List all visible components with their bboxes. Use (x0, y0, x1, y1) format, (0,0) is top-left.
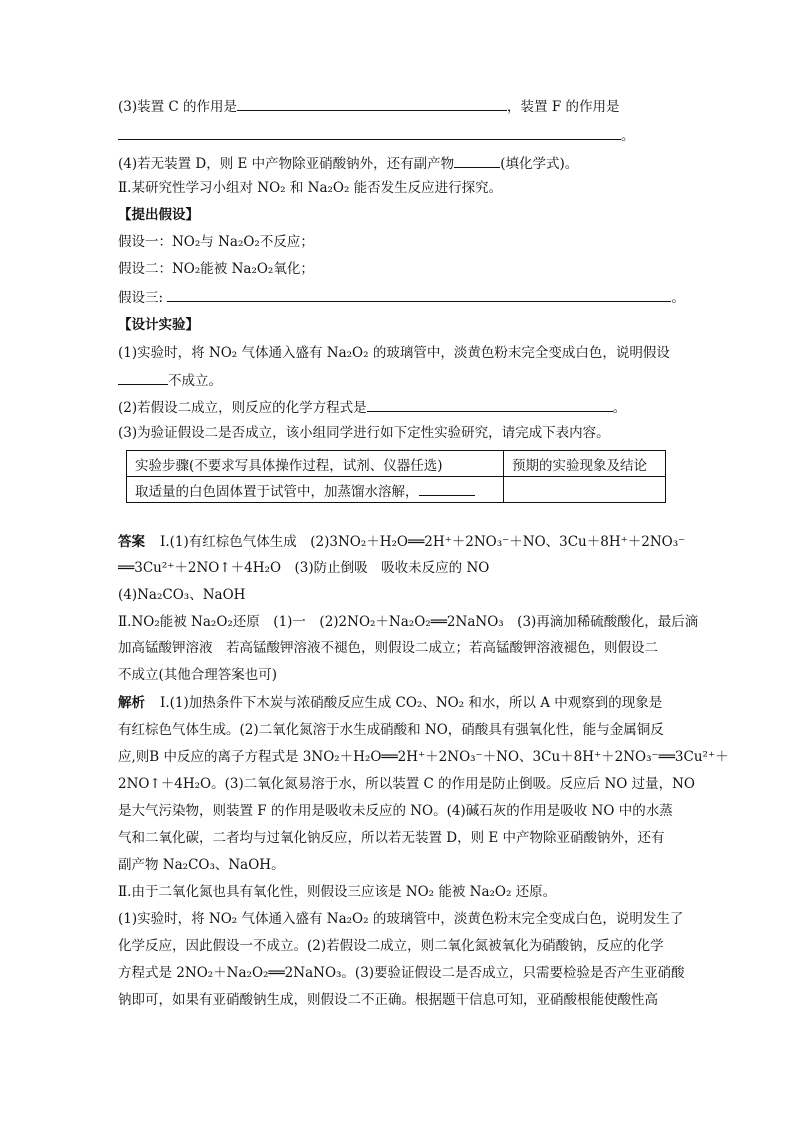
experiment-table (126, 450, 666, 503)
design-q2-line: (2)若假设二成立，则反应的化学方程式是 。 (118, 397, 626, 418)
analysis-line: Ⅱ.由于二氧化氮也具有氧化性，则假设三应该是 NO₂ 能被 Na₂O₂ 还原。 (118, 884, 557, 900)
analysis-line: 2NO↑＋4H₂O。(3)二氧化氮易溶于水，所以装置 C 的作用是防止倒吸。反应后 NO 过量，NO (118, 776, 695, 792)
hypothesis-heading: 【提出假设】 (118, 207, 199, 223)
table-header-row (127, 451, 666, 477)
analysis-line: 有红棕色气体生成。(2)二氧化氮溶于水生成硝酸和 NO，硝酸具有强氧化性，能与金属铜反 (118, 722, 664, 738)
answer-blank[interactable] (237, 96, 507, 111)
design-heading: 【设计实验】 (118, 317, 199, 333)
question-3-line: (3)装置 C 的作用是 ，装置 F 的作用是 (118, 96, 620, 117)
analysis-line: 气和二氧化碳，二者均与过氧化钠反应，所以若无装置 D，则 E 中产物除亚硝酸钠外，还有 (118, 830, 665, 846)
answer-label: 答案 (118, 534, 145, 550)
analysis-line: 是大气污染物，则装置 F 的作用是吸收未反应的 NO。(4)碱石灰的作用是吸收 NO 中的水蒸 (118, 803, 673, 819)
analysis-line: 方程式是 2NO₂＋Na₂O₂══2NaNO₃。(3)要验证假设二是否成立，只需要检验是否产生亚硝酸 (118, 965, 685, 981)
question-4-line: (4)若无装置 D，则 E 中产物除亚硝酸钠外，还有副产物 (填化学式)。 (118, 153, 578, 174)
answer-line: (4)Na₂CO₃、NaOH (118, 587, 246, 603)
analysis-label: 解析 (118, 695, 145, 711)
answer-line: ══3Cu²⁺＋2NO↑＋4H₂O (3)防止倒吸 吸收未反应的 NO (118, 560, 490, 576)
answer-blank[interactable] (419, 481, 475, 496)
hypothesis-2: 假设二：NO₂能被 Na₂O₂氧化； (118, 261, 314, 277)
answer-line: Ⅱ.NO₂能被 Na₂O₂还原 (1)一 (2)2NO₂＋Na₂O₂══2NaNO₃ (3)再滴加稀硫酸酸化，最后滴 (118, 614, 699, 630)
table-header-cell: 实验步骤(不要求写具体操作过程，试剂、仪器任选) (127, 451, 504, 477)
part-2-intro: Ⅱ.某研究性学习小组对 NO₂ 和 Na₂O₂ 能否发生反应进行探究。 (118, 180, 503, 196)
answer-blank[interactable] (454, 153, 500, 168)
analysis-line: 应,则B 中反应的离子方程式是 3NO₂＋H₂O══2H⁺＋2NO₃⁻＋NO、3Cu＋8H⁺＋2NO₃⁻══3Cu²⁺＋ (118, 749, 729, 765)
analysis-line: 化学反应，因此假设一不成立。(2)若假设二成立，则二氧化氮被氧化为硝酸钠，反应的化学 (118, 938, 664, 954)
hypothesis-1: 假设一：NO₂与 Na₂O₂不反应； (118, 234, 314, 250)
design-q1-line-2: 不成立。 (118, 370, 222, 391)
analysis-line: (1)实验时，将 NO₂ 气体通入盛有 Na₂O₂ 的玻璃管中，淡黄色粉末完全变成白色，说明发生了 (118, 911, 684, 927)
table-cell[interactable] (504, 477, 666, 503)
answer-line: 加高锰酸钾溶液 若高锰酸钾溶液不褪色，则假设二成立；若高锰酸钾溶液褪色，则假设二 (118, 640, 658, 656)
hypothesis-3-line: 假设三: 。 (118, 287, 685, 308)
design-q3-line: (3)为验证假设二是否成立，该小组同学进行如下定性实验研究，请完成下表内容。 (118, 425, 610, 441)
table-cell: 取适量的白色固体置于试管中，加蒸馏水溶解， (127, 477, 504, 503)
answer-line: Ⅰ.(1)有红棕色气体生成 (2)3NO₂＋H₂O══2H⁺＋2NO₃⁻＋NO、3Cu＋8H⁺＋2NO₃⁻ (160, 534, 686, 550)
answer-blank[interactable] (118, 125, 621, 140)
design-q1-line: (1)实验时，将 NO₂ 气体通入盛有 Na₂O₂ 的玻璃管中，淡黄色粉末完全变成白色，说明假设 (118, 345, 670, 361)
analysis-line: 副产物 Na₂CO₃、NaOH。 (118, 857, 285, 873)
table-header-cell: 预期的实验现象及结论 (504, 451, 666, 477)
analysis-line: Ⅰ.(1)加热条件下木炭与浓硝酸反应生成 CO₂、NO₂ 和水，所以 A 中观察到的现象是 (160, 695, 663, 711)
answer-blank[interactable] (167, 287, 671, 302)
answer-line: 不成立(其他合理答案也可) (118, 667, 278, 683)
question-3-line-2: 。 (118, 125, 635, 146)
answer-blank[interactable] (367, 397, 613, 412)
table-row (127, 477, 666, 503)
analysis-line: 钠即可，如果有亚硝酸钠生成，则假设二不正确。根据题干信息可知，亚硝酸根能使酸性高 (118, 992, 658, 1008)
answer-blank[interactable] (118, 370, 168, 385)
